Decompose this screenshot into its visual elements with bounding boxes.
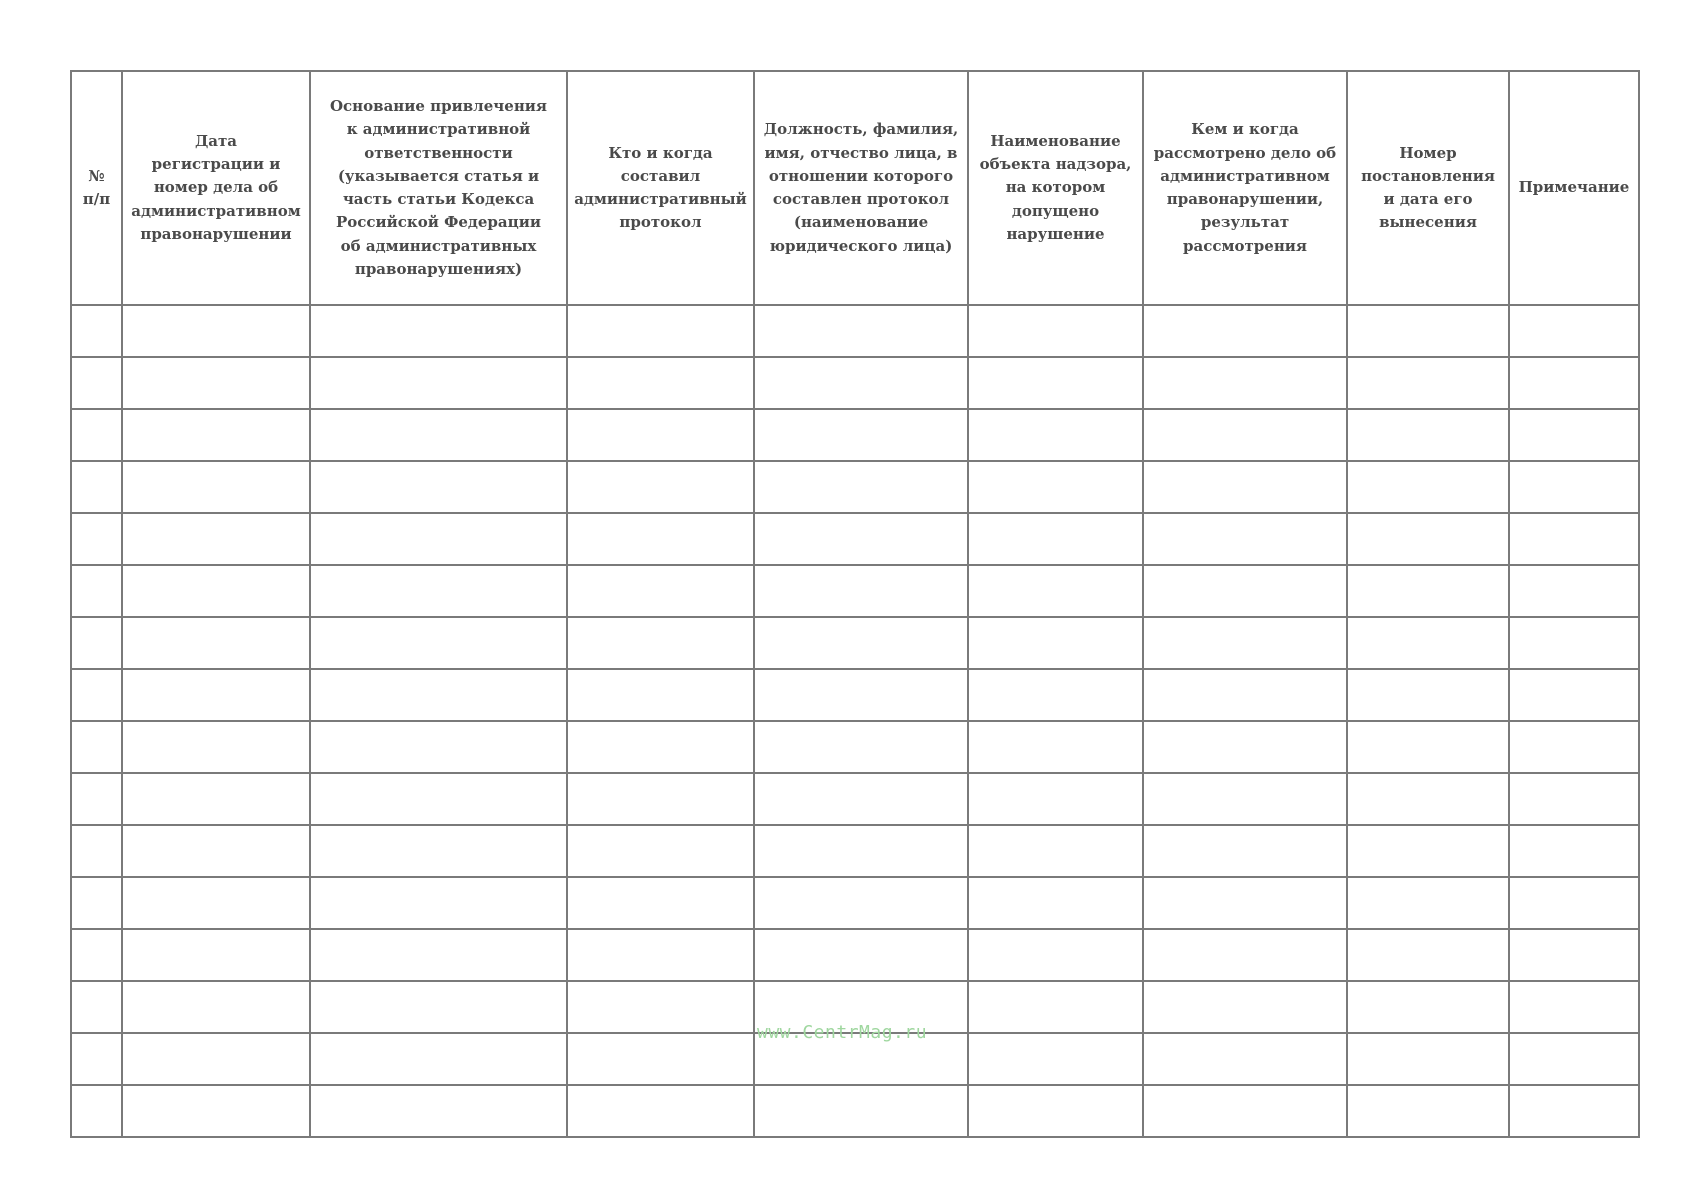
table-cell xyxy=(1143,929,1347,981)
table-cell xyxy=(71,357,122,409)
table-cell xyxy=(754,877,968,929)
table-cell xyxy=(1509,929,1639,981)
table-cell xyxy=(310,721,567,773)
table-cell xyxy=(310,669,567,721)
table-cell xyxy=(968,1033,1143,1085)
table-cell xyxy=(754,825,968,877)
table-cell xyxy=(1509,617,1639,669)
table-cell xyxy=(122,357,310,409)
table-cell xyxy=(1143,409,1347,461)
table-cell xyxy=(122,461,310,513)
table-cell xyxy=(1347,409,1509,461)
table-cell xyxy=(122,721,310,773)
table-cell xyxy=(1143,513,1347,565)
table-cell xyxy=(71,825,122,877)
table-row xyxy=(71,513,1639,565)
table-cell xyxy=(71,461,122,513)
table-cell xyxy=(310,981,567,1033)
table-cell xyxy=(122,305,310,357)
table-cell xyxy=(71,1085,122,1137)
table-cell xyxy=(1143,981,1347,1033)
table-cell xyxy=(310,409,567,461)
table-row xyxy=(71,565,1639,617)
table-cell xyxy=(754,1085,968,1137)
table-row xyxy=(71,409,1639,461)
table-cell xyxy=(567,877,754,929)
table-cell xyxy=(968,305,1143,357)
table-cell xyxy=(310,565,567,617)
table-cell xyxy=(567,305,754,357)
table-cell xyxy=(1143,773,1347,825)
table-cell xyxy=(310,461,567,513)
table-cell xyxy=(968,773,1143,825)
table-cell xyxy=(71,513,122,565)
table-cell xyxy=(71,721,122,773)
table-cell xyxy=(567,1085,754,1137)
table-row xyxy=(71,669,1639,721)
table-cell xyxy=(122,825,310,877)
table-cell xyxy=(567,929,754,981)
table-cell xyxy=(567,773,754,825)
table-cell xyxy=(1143,305,1347,357)
table-cell xyxy=(567,981,754,1033)
table-cell xyxy=(1347,825,1509,877)
table-cell xyxy=(310,1085,567,1137)
table-cell xyxy=(71,773,122,825)
table-cell xyxy=(310,305,567,357)
table-cell xyxy=(71,305,122,357)
table-cell xyxy=(1347,669,1509,721)
table-cell xyxy=(1347,513,1509,565)
table-cell xyxy=(754,565,968,617)
table-cell xyxy=(1347,461,1509,513)
column-header-note: Примечание xyxy=(1509,71,1639,305)
table-cell xyxy=(754,929,968,981)
table-cell xyxy=(71,877,122,929)
table-cell xyxy=(1347,773,1509,825)
table-cell xyxy=(122,565,310,617)
table-cell xyxy=(968,565,1143,617)
table-cell xyxy=(567,1033,754,1085)
table-cell xyxy=(122,1033,310,1085)
table-cell xyxy=(1509,565,1639,617)
table-row xyxy=(71,773,1639,825)
table-cell xyxy=(122,669,310,721)
column-header-protocol-author: Кто и когда составил административный протокол xyxy=(567,71,754,305)
table-cell xyxy=(1509,1085,1639,1137)
table-cell xyxy=(968,1085,1143,1137)
table-cell xyxy=(122,1085,310,1137)
table-cell xyxy=(968,513,1143,565)
table-cell xyxy=(968,877,1143,929)
table-row xyxy=(71,1085,1639,1137)
table-cell xyxy=(1347,1085,1509,1137)
table-cell xyxy=(567,669,754,721)
table-cell xyxy=(1143,617,1347,669)
table-cell xyxy=(754,513,968,565)
table-cell xyxy=(1347,1033,1509,1085)
table-cell xyxy=(968,461,1143,513)
table-cell xyxy=(1509,981,1639,1033)
table-cell xyxy=(968,617,1143,669)
table-cell xyxy=(754,357,968,409)
table-cell xyxy=(1509,1033,1639,1085)
table-cell xyxy=(754,669,968,721)
table-cell xyxy=(1143,1085,1347,1137)
column-header-review: Кем и когда рассмотрено дело об административном правонарушении, результат рассмотрения xyxy=(1143,71,1347,305)
table-cell xyxy=(567,721,754,773)
table-cell xyxy=(968,409,1143,461)
table-cell xyxy=(122,877,310,929)
table-cell xyxy=(71,981,122,1033)
table-cell xyxy=(1347,721,1509,773)
table-cell xyxy=(122,929,310,981)
table-cell xyxy=(1509,773,1639,825)
column-header-number: № п/п xyxy=(71,71,122,305)
table-cell xyxy=(968,825,1143,877)
table-cell xyxy=(1509,513,1639,565)
table-cell xyxy=(310,1033,567,1085)
table-cell xyxy=(310,929,567,981)
table-cell xyxy=(310,513,567,565)
table-row xyxy=(71,305,1639,357)
table-cell xyxy=(567,461,754,513)
table-cell xyxy=(71,669,122,721)
table-cell xyxy=(310,357,567,409)
table-cell xyxy=(1347,877,1509,929)
table-cell xyxy=(122,513,310,565)
table-cell xyxy=(567,357,754,409)
table-cell xyxy=(1143,1033,1347,1085)
table-cell xyxy=(1509,357,1639,409)
table-cell xyxy=(71,1033,122,1085)
column-header-resolution: Номер постановления и дата его вынесения xyxy=(1347,71,1509,305)
table-row xyxy=(71,877,1639,929)
table-cell xyxy=(754,773,968,825)
table-cell xyxy=(567,513,754,565)
table-cell xyxy=(1509,825,1639,877)
table-cell xyxy=(122,773,310,825)
table-cell xyxy=(1509,877,1639,929)
table-cell xyxy=(1143,721,1347,773)
table-cell xyxy=(968,721,1143,773)
table-cell xyxy=(567,409,754,461)
column-header-registration-date: Дата регистрации и номер дела об административном правонарушении xyxy=(122,71,310,305)
table-cell xyxy=(310,877,567,929)
table-row xyxy=(71,721,1639,773)
table-cell xyxy=(1347,565,1509,617)
table-row xyxy=(71,825,1639,877)
table-cell xyxy=(754,617,968,669)
table-cell xyxy=(71,617,122,669)
table-cell xyxy=(1509,409,1639,461)
table-body xyxy=(71,305,1639,1137)
table-cell xyxy=(71,565,122,617)
table-cell xyxy=(1509,461,1639,513)
table-cell xyxy=(310,825,567,877)
table-cell xyxy=(1143,357,1347,409)
table-cell xyxy=(567,565,754,617)
table-cell xyxy=(1347,981,1509,1033)
table-cell xyxy=(1347,617,1509,669)
table-cell xyxy=(1143,461,1347,513)
table-cell xyxy=(968,981,1143,1033)
column-header-person: Должность, фамилия, имя, отчество лица, в отношении которого составлен протокол (наименование юридического лица) xyxy=(754,71,968,305)
table-cell xyxy=(567,617,754,669)
table-cell xyxy=(122,981,310,1033)
column-header-object: Наименование объекта надзора, на котором допущено нарушение xyxy=(968,71,1143,305)
table-cell xyxy=(1509,305,1639,357)
table-cell xyxy=(1509,669,1639,721)
table-cell xyxy=(310,773,567,825)
table-cell xyxy=(567,825,754,877)
register-table xyxy=(70,70,1640,1138)
table-cell xyxy=(968,929,1143,981)
table-cell xyxy=(122,409,310,461)
header-row xyxy=(71,71,1639,305)
table-cell xyxy=(1143,877,1347,929)
table-cell xyxy=(754,721,968,773)
table-cell xyxy=(754,409,968,461)
table-cell xyxy=(968,669,1143,721)
table-row xyxy=(71,929,1639,981)
table-cell xyxy=(71,929,122,981)
table-cell xyxy=(968,357,1143,409)
table-cell xyxy=(1347,305,1509,357)
table-cell xyxy=(1143,565,1347,617)
table-row xyxy=(71,461,1639,513)
table-cell xyxy=(122,617,310,669)
table-cell xyxy=(310,617,567,669)
column-header-basis: Основание привлечения к административной ответственности (указывается статья и часть статьи Кодекса Российской Федерации об административных правонарушениях) xyxy=(310,71,567,305)
table-cell xyxy=(1509,721,1639,773)
table-cell xyxy=(1347,929,1509,981)
table-cell xyxy=(1143,825,1347,877)
table-cell xyxy=(1143,669,1347,721)
table-row xyxy=(71,357,1639,409)
table-cell xyxy=(754,461,968,513)
table-cell xyxy=(71,409,122,461)
watermark: www.CentrMag.ru xyxy=(757,1022,928,1043)
table-cell xyxy=(1347,357,1509,409)
table-row xyxy=(71,617,1639,669)
table-cell xyxy=(754,305,968,357)
